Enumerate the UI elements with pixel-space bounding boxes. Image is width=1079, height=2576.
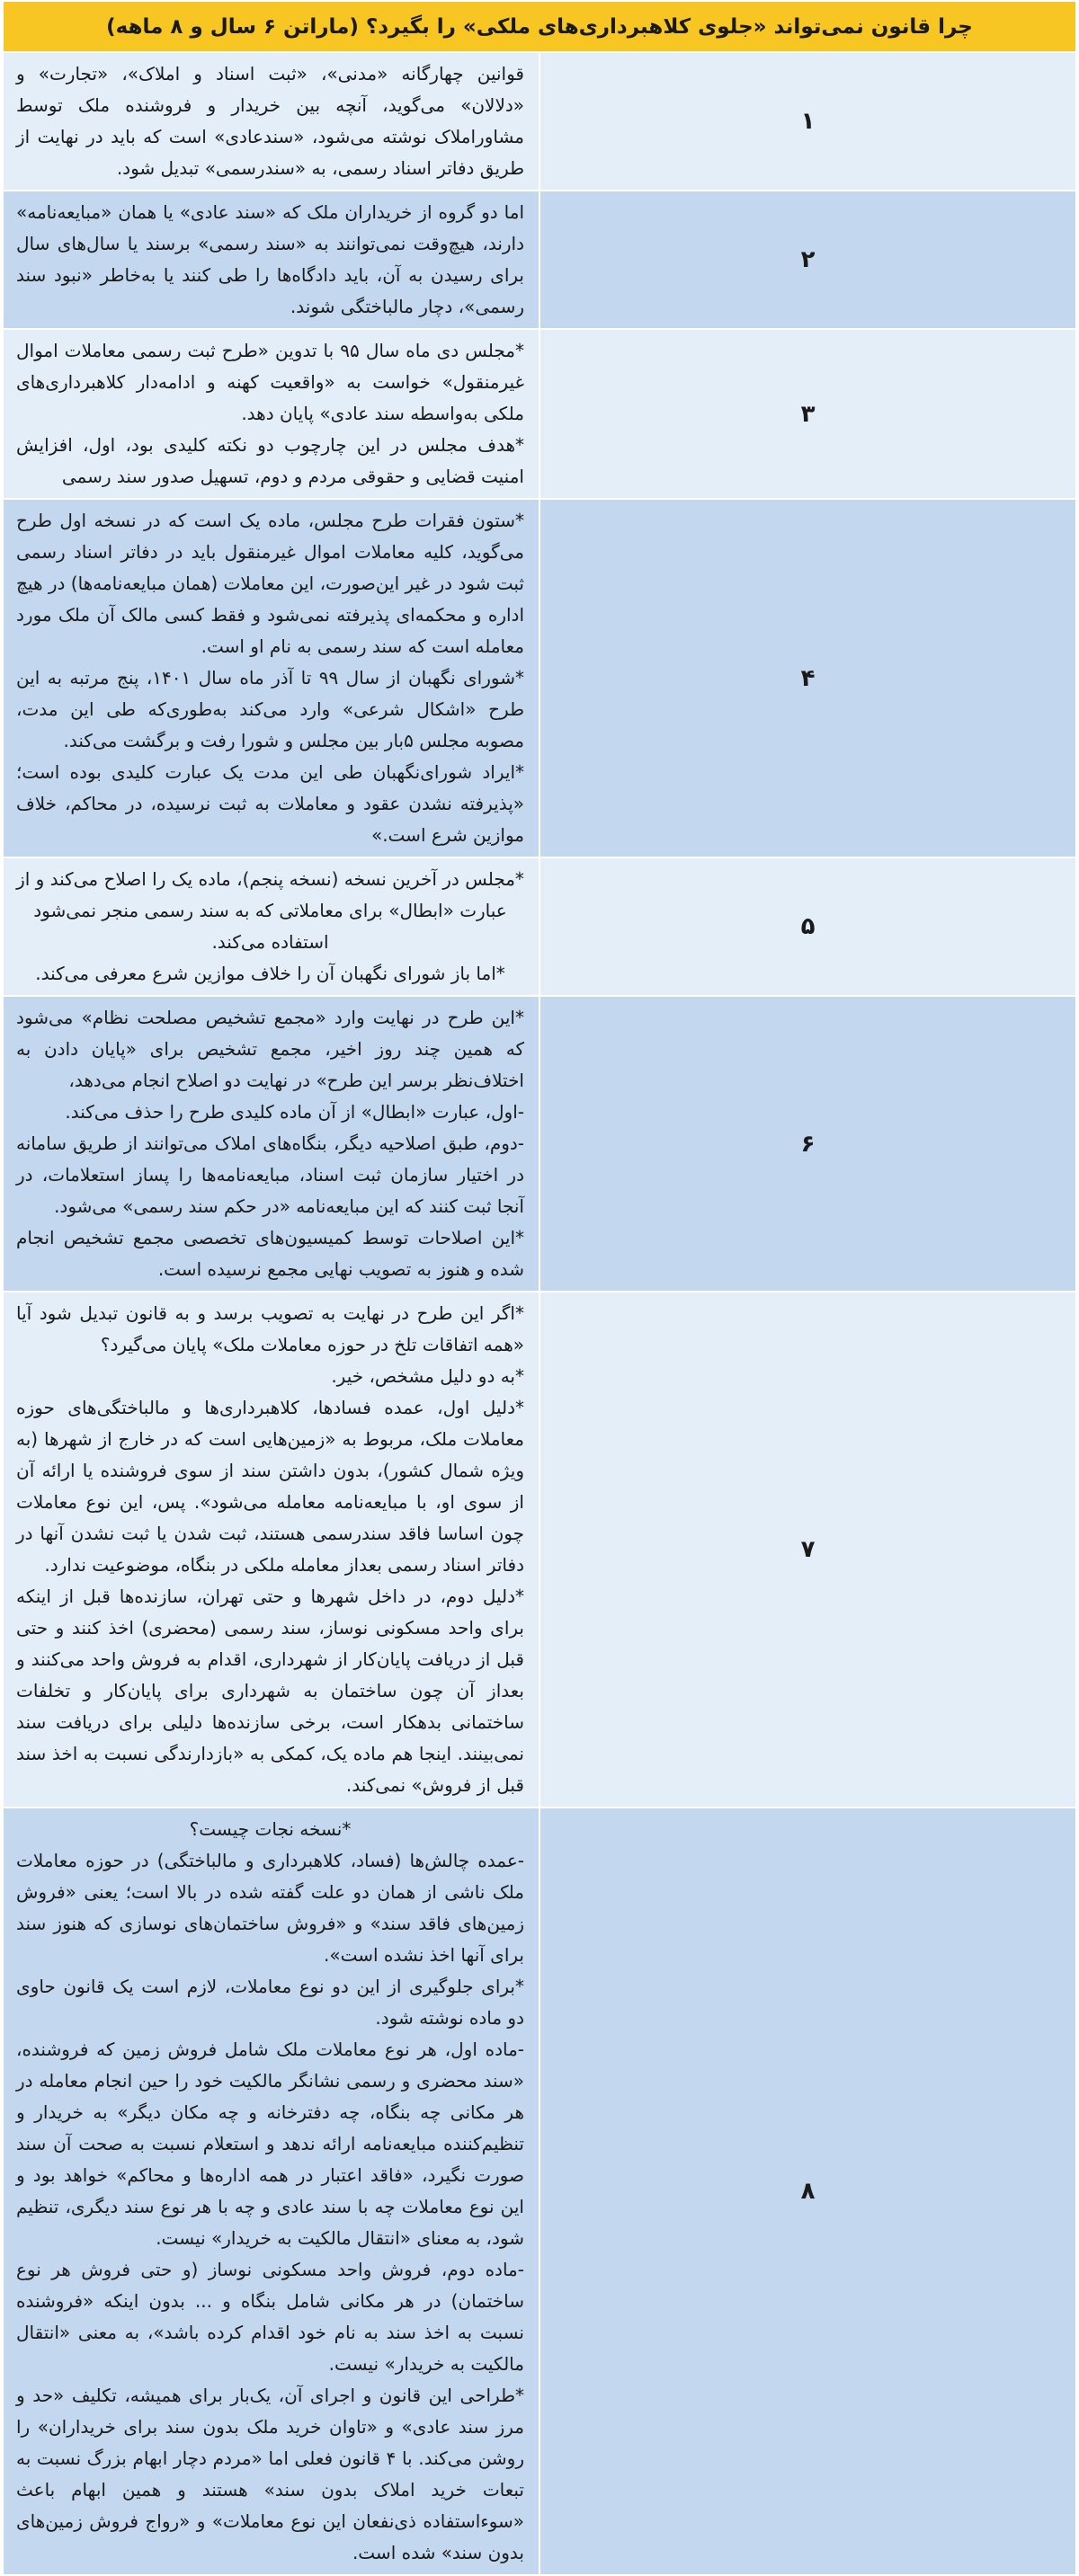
table-row [3, 499, 1076, 857]
row-text-cell [3, 1292, 540, 1808]
table-row [3, 857, 1076, 996]
row-paragraph: *دلیل دوم، در داخل شهرها و حتی تهران، سازنده‌ها قبل از اینکه برای واحد مسکونی نوساز، سند رسمی (محضری) اخذ کنند و حتی قبل از دریافت پایان‌کار از شهرداری، اقدام به فروش واحد می‌کنند و بعداز آن چون ساختمان به شهرداری برای پایان‌کار و تخلفات ساختمانی بدهکار است، برخی سازنده‌ها دلیلی برای دریافت سند نمی‌بینند. اینجا هم ماده یک، کمکی به «بازدارندگی نسبت به اخذ سند قبل از فروش» نمی‌کند. [16, 1586, 524, 1796]
row-paragraph: *ایراد شورای‌نگهبان طی این مدت یک عبارت کلیدی بوده است؛ «پذیرفته نشدن عقود و معاملات به ثبت نرسیده، در محاکم، خلاف موازین شرع است.» [16, 761, 524, 846]
row-paragraph: *مجلس دی ماه سال ۹۵ با تدوین «طرح ثبت رسمی معاملات اموال غیرمنقول» خواست به «واقعیت کهنه و ادامه‌دار کلاهبرداری‌های ملکی به‌واسطه سند عادی» پایان دهد. [16, 340, 524, 424]
row-text-cell [3, 52, 540, 191]
table-row [3, 996, 1076, 1292]
row-paragraph: *اما باز شورای نگهبان آن را خلاف موازین شرع معرفی می‌کند. [35, 963, 505, 984]
row-number: ۶ [540, 996, 1076, 1292]
row-paragraph: -دوم، طبق اصلاحیه دیگر، بنگاه‌های املاک می‌توانند از طریق سامانه در اختیار سازمان ثبت اسناد، مبایعه‌نامه‌ها را پساز استعلامات، در آنجا ثبت کنند که این مبایعه‌نامه «در حکم سند رسمی» می‌شود. [16, 1133, 524, 1217]
row-paragraph: *طراحی این قانون و اجرای آن، یک‌بار برای همیشه، تکلیف «حد و مرز سند عادی» و «تاوان خرید ملک بدون سند برای خریداران» را روشن می‌کند. با ۴ قانون فعلی اما «مردم دچار ابهام بزرگ نسبت به تبعات خرید املاک بدون سند» هستند و همین ابهام باعث «سوءاستفاده ذی‌نفعان این نوع معاملات» و «رواج فروش زمین‌های بدون سند» شده است. [16, 2385, 525, 2563]
row-paragraph: *این اصلاحات توسط کمیسیون‌های تخصصی مجمع تشخیص انجام شده و هنوز به تصویب نهایی مجمع نرسیده است. [16, 1227, 524, 1280]
row-paragraph: *به دو دلیل مشخص، خیر. [331, 1365, 524, 1387]
row-paragraph: *هدف مجلس در این چارچوب دو نکته کلیدی بود، اول، افزایش امنیت قضایی و حقوقی مردم و دوم، تسهیل صدور سند رسمی [16, 434, 524, 487]
row-paragraph: -ماده دوم، فروش واحد مسکونی نوساز (و حتی فروش هر نوع ساختمان) در هر مکانی شامل بنگاه و ... بدون اینکه «فروشنده نسبت به اخذ سند به نام خود اقدام کرده باشد»، به معنی «انتقال مالکیت به خریدار» نیست. [16, 2259, 524, 2375]
row-text-cell [3, 857, 540, 996]
row-number: ۷ [540, 1292, 1076, 1808]
row-paragraph: *این طرح در نهایت وارد «مجمع تشخیص مصلحت نظام» می‌شود که همین چند روز اخیر، مجمع تشخیص برای «پایان دادن به اختلاف‌نظر برسر این طرح» در نهایت دو اصلاح انجام می‌دهد، [16, 1007, 524, 1091]
row-text-cell [3, 191, 540, 329]
row-paragraph: -اول، عبارت «ابطال» از آن ماده کلیدی طرح را حذف می‌کند. [65, 1101, 524, 1123]
row-paragraph: *مجلس در آخرین نسخه (نسخه پنجم)، ماده یک را اصلاح می‌کند و از عبارت «ابطال» برای معاملاتی که به سند رسمی منجر نمی‌شود استفاده می‌کند. [16, 868, 524, 953]
table-title: چرا قانون نمی‌تواند «جلوی کلاهبرداری‌های ملکی» را بگیرد؟ (ماراتن ۶ سال و ۸ ماهه) [3, 1, 1076, 52]
row-number: ۵ [540, 857, 1076, 996]
row-number: ۸ [540, 1808, 1076, 2575]
row-paragraph: *شورای نگهبان از سال ۹۹ تا آذر ماه سال ۱۴۰۱، پنج مرتبه به این طرح «اشکال شرعی» وارد می‌کند به‌طوری‌که طی این مدت، مصوبه مجلس ۵بار بین مجلس و شورا رفت و برگشت می‌کند. [16, 667, 524, 751]
row-paragraph: -ماده اول، هر نوع معاملات ملک شامل فروش زمین که فروشنده، «سند محضری و رسمی نشانگر مالکیت خود را حین انجام معامله در هر مکانی چه بنگاه، چه دفترخانه و چه مکان دیگر» به خریدار و تنظیم‌کننده مبایعه‌نامه ارائه ندهد و استعلام نسبت به صحت آن سند صورت نگیرد، «فاقد اعتبار در همه اداره‌ها و محاکم» خواهد بود و این نوع معاملات چه با سند عادی و چه با هر نوع سند دیگری، تنظیم شود، به معنای «انتقال مالکیت به خریدار» نیست. [16, 2039, 524, 2249]
table-row [3, 1292, 1076, 1808]
table-row [3, 191, 1076, 329]
info-table [2, 0, 1077, 2576]
row-paragraph: *دلیل اول، عمده فسادها، کلاهبرداری‌ها و مالباختگی‌های حوزه معاملات ملک، مربوط به «زمین‌هایی است که در خارج از شهرها (به ویژه شمال کشور)، بدون داشتن سند از سوی فروشنده یا ارائه آن از سوی او، با مبایعه‌نامه معامله می‌شود». پس، این نوع معاملات چون اساسا فاقد سندرسمی هستند، ثبت شدن یا ثبت نشدن آنها در دفاتر اسناد رسمی بعداز معامله ملکی در بنگاه، موضوعیت ندارد. [16, 1397, 524, 1576]
row-paragraph: *ستون فقرات طرح مجلس، ماده یک است که در نسخه اول طرح می‌گوید، کلیه معاملات اموال غیرمنقول باید در دفاتر اسناد رسمی ثبت شود در غیر این‌صورت، این معاملات (همان مبایعه‌نامه‌ها) در هیچ اداره و محکمه‌ای پذیرفته نمی‌شود و فقط کسی مالک آن ملک مورد معامله است که سند رسمی به نام او است. [16, 510, 524, 657]
row-number: ۱ [540, 52, 1076, 191]
row-paragraph: *برای جلوگیری از این دو نوع معاملات، لازم است یک قانون حاوی دو ماده نوشته شود. [16, 1976, 524, 2029]
row-text-cell [3, 329, 540, 499]
row-paragraph: -عمده چالش‌ها (فساد، کلاهبرداری و مالباختگی) در حوزه معاملات ملک ناشی از همان دو علت گفته شده در بالا است؛ یعنی «فروش زمین‌های فاقد سند» و «فروش ساختمان‌های نوسازی که هنوز سند برای آنها اخذ نشده است». [16, 1850, 524, 1966]
row-paragraph: *اگر این طرح در نهایت به تصویب برسد و به قانون تبدیل شود آیا «همه اتفاقات تلخ در حوزه معاملات ملک» پایان می‌گیرد؟ [16, 1302, 524, 1355]
row-number: ۳ [540, 329, 1076, 499]
row-paragraph: اما دو گروه از خریداران ملک که «سند عادی» یا همان «مبایعه‌نامه» دارند، هیچ‌وقت نمی‌توانند به «سند رسمی» برسند یا سال‌های سال برای رسیدن به آن، باید دادگاه‌ها را طی کنند یا به‌خاطر «نبود سند رسمی»، دچار مالباختگی شوند. [16, 201, 524, 317]
table-row [3, 1808, 1076, 2575]
row-number: ۲ [540, 191, 1076, 329]
row-text-cell [3, 996, 540, 1292]
row-number: ۴ [540, 499, 1076, 857]
table-row [3, 52, 1076, 191]
row-text-cell [3, 499, 540, 857]
table-row [3, 329, 1076, 499]
row-text-cell [3, 1808, 540, 2575]
row-paragraph: *نسخه نجات چیست؟ [189, 1818, 352, 1840]
row-paragraph: قوانین چهارگانه «مدنی»، «ثبت اسناد و املاک»، «تجارت» و «دلالان» می‌گوید، آنچه بین خریدار و فروشنده ملک توسط مشاوراملاک نوشته می‌شود، «سندعادی» است که باید در نهایت از طریق دفاتر اسناد رسمی، به «سندرسمی» تبدیل شود. [16, 63, 524, 179]
